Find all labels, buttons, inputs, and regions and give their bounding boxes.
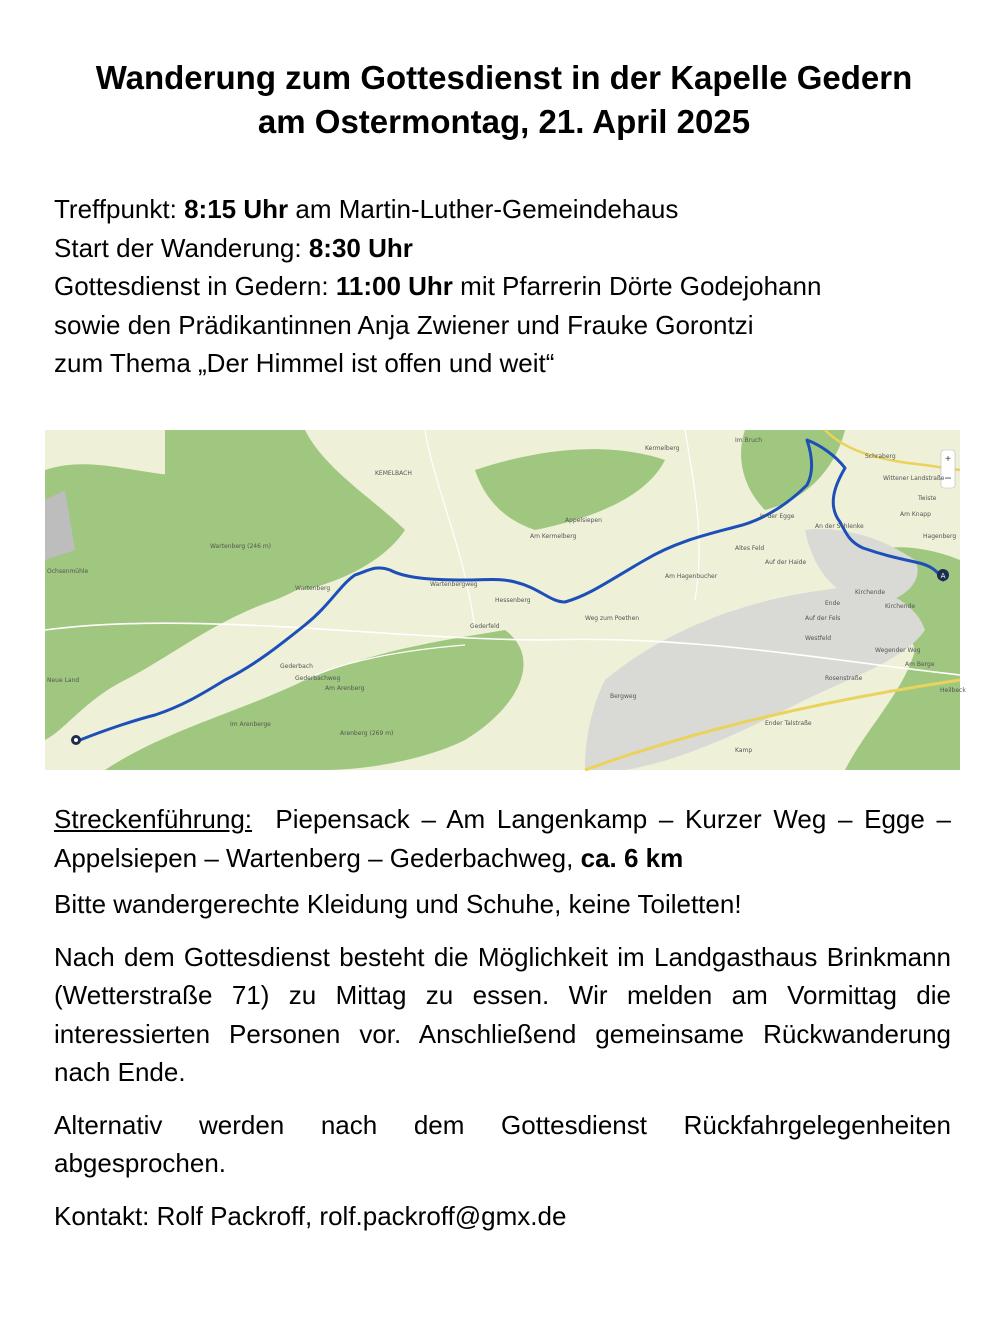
- map-label: Wegender Weg: [875, 647, 921, 654]
- map-label: Am Kermelberg: [530, 533, 577, 540]
- title-line-1: Wanderung zum Gottesdienst in der Kapelle Gedern: [95, 59, 913, 96]
- map-label: Westfeld: [805, 635, 832, 642]
- start-row: [54, 229, 964, 268]
- meeting-label: Treffpunkt:: [54, 194, 177, 224]
- map-label: Am Hagenbucher: [665, 573, 718, 580]
- meeting-place: am Martin-Luther-Gemeindehaus: [295, 194, 679, 224]
- map-canvas: [45, 430, 966, 770]
- map-label: Appelsiepen: [565, 517, 602, 524]
- map-label: Im Bruch: [735, 437, 763, 444]
- route-start-marker: [71, 735, 81, 745]
- map-label: Arenberg (269 m): [340, 730, 394, 737]
- details: [54, 800, 951, 1249]
- map-label: Gederbachweg: [295, 675, 341, 682]
- start-time: 8:30 Uhr: [308, 232, 413, 263]
- meeting-time: 8:15 Uhr: [184, 194, 289, 224]
- map-label: KEMELBACH: [375, 470, 412, 477]
- map-label: Heilbeck: [940, 687, 966, 694]
- meeting-row: [54, 190, 964, 229]
- map-label: Ender Talstraße: [765, 720, 812, 727]
- contact-line[interactable]: Kontakt: Rolf Packroff, rolf.packroff@gmx.de: [54, 1200, 567, 1231]
- map-label: Wartenberg (246 m): [210, 543, 272, 550]
- route-text: Piepensack – Am Langenkamp – Kurzer Weg – Egge – Appelsiepen – Wartenberg – Gederbachweg,: [54, 804, 951, 873]
- service-with: mit Pfarrerin Dörte Godejohann: [460, 271, 822, 301]
- start-label: Start der Wanderung:: [54, 232, 302, 263]
- service-line-2: sowie den Prädikantinnen Anja Zwiener und Frauke Gorontzi: [54, 309, 754, 340]
- map-label: Ende: [825, 600, 841, 607]
- map-label: In der Egge: [760, 513, 795, 520]
- map-label: Am Berge: [905, 661, 935, 668]
- map-label: Ochsenmühle: [47, 568, 89, 575]
- map-label: Am Knapp: [900, 511, 931, 518]
- service-line-3: zum Thema „Der Himmel ist offen und weit“: [54, 348, 555, 378]
- map-label: Auf der Fels: [805, 615, 841, 622]
- map-label: Wartenberg: [295, 585, 331, 592]
- map-label: Kirchende: [885, 603, 916, 610]
- page-title: [0, 56, 1008, 144]
- map-label: Rosenstraße: [825, 675, 863, 682]
- map-label: Hagenberg: [923, 533, 957, 540]
- map-label: Gederfeld: [470, 623, 500, 630]
- title-line-2: am Ostermontag, 21. April 2025: [257, 103, 751, 140]
- clothing-note: Bitte wandergerechte Kleidung und Schuhe, keine Toiletten!: [54, 889, 742, 919]
- map-label: An der Schlenke: [815, 523, 864, 530]
- zoom-in-icon[interactable]: +: [945, 454, 951, 465]
- route-map[interactable]: [45, 430, 966, 770]
- map-label: Altes Feld: [735, 545, 765, 552]
- map-zoom-controls[interactable]: [941, 450, 955, 488]
- service-row: [54, 267, 964, 306]
- map-label: Twiste: [918, 495, 937, 502]
- svg-text:A: A: [940, 572, 946, 580]
- map-label: Hessenberg: [495, 597, 531, 604]
- map-label: Im Arenberge: [230, 721, 271, 728]
- event-info: [54, 190, 964, 383]
- route-paragraph: [54, 800, 951, 877]
- route-label: Streckenführung:: [54, 804, 253, 834]
- map-label: Wartenbergweg: [430, 581, 478, 588]
- map-label: Bergweg: [610, 693, 637, 700]
- lunch-paragraph: Nach dem Gottesdienst besteht die Möglichkeit im Landgasthaus Brinkmann (Wetterstraße 71) zu Mittag zu essen. Wir melden am Vormittag die interessierten Personen vor. Anschließend gemeinsame Rückwanderung nach Ende.: [54, 941, 951, 1087]
- map-label: Wittener Landstraße: [883, 475, 945, 482]
- map-label: Kermelberg: [645, 445, 680, 452]
- zoom-out-icon[interactable]: −: [944, 471, 952, 485]
- map-label: Neue Land: [47, 677, 80, 684]
- map-label: Kamp: [735, 747, 753, 754]
- service-time: 11:00 Uhr: [335, 271, 453, 301]
- map-label: Schraberg: [865, 453, 896, 460]
- route-end-marker: [937, 569, 949, 581]
- map-label: Am Arenberg: [325, 685, 365, 692]
- route-distance: ca. 6 km: [580, 842, 684, 873]
- alternative-paragraph: Alternativ werden nach dem Gottesdienst Rückfahrgelegenheiten abgesprochen.: [54, 1109, 951, 1178]
- map-label: Weg zum Poethen: [585, 615, 640, 622]
- map-label: Auf der Haide: [765, 559, 807, 566]
- map-label: Gederbach: [280, 663, 313, 670]
- service-label: Gottesdienst in Gedern:: [54, 271, 329, 301]
- map-label: Kirchende: [855, 589, 886, 596]
